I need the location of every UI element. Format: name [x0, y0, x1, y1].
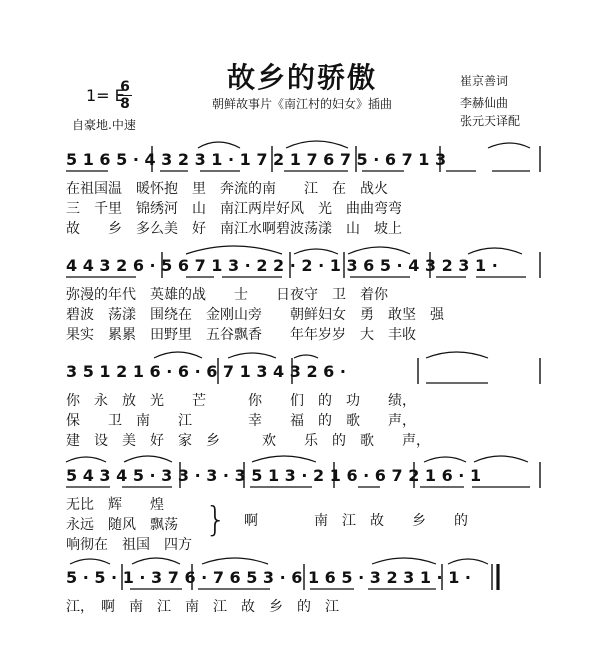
lyric-brace: }: [205, 500, 227, 540]
notation-line-1: 5 1 6 5 · 4 3 2 3 1 · 1 7 2 1 7 6 7 5 · 6 7 1 3: [66, 150, 447, 169]
song-subtitle: 朝鲜故事片《南江村的妇女》插曲: [211, 97, 392, 111]
lyric-line-2-1: 弥漫的年代 英雄的战 士 日夜守 卫 着你: [66, 287, 388, 303]
slur: [186, 246, 282, 254]
slur: [426, 352, 488, 358]
slur: [70, 559, 110, 564]
lyric-line-3-2: 保 卫 南 江 幸 福 的 歌 声，: [66, 413, 416, 429]
lyric-line-1-3: 故 乡 多么美 好 南江水啊碧波荡漾 山 坡上: [66, 221, 402, 237]
lyric-line-3-1: 你 永 放 光 芒 你 们 的 功 绩，: [66, 393, 416, 409]
refrain-line: 啊 南 江 故 乡 的: [244, 513, 468, 529]
song-title: 故乡的骄傲: [226, 61, 377, 94]
slur: [294, 355, 318, 358]
slur: [198, 142, 240, 148]
lyric-line-4-2: 永远 随风 飘荡: [66, 517, 178, 533]
slur: [424, 457, 466, 462]
notation-line-4: 5 4 3 4 5 · 3 3 · 3 · 3 5 1 3 · 2 1 6 · 6 7 2 1 6 · 1: [66, 466, 482, 485]
slur: [286, 141, 348, 148]
slur: [448, 559, 488, 564]
lyric-line-4-3: 响彻在 祖国 四方: [66, 537, 192, 553]
lyric-line-4-1: 无比 辉 煌: [66, 497, 164, 513]
time-numerator: 6: [120, 79, 130, 95]
translator-credit: 张元天译配: [460, 114, 521, 128]
slur: [132, 558, 180, 564]
slur: [154, 352, 202, 358]
slur: [202, 558, 268, 564]
lyric-line-1-2: 三 千里 锦绣河 山 南江两岸好风 光 曲曲弯弯: [66, 201, 402, 217]
slur: [252, 456, 316, 462]
slur: [124, 456, 172, 462]
lyric-line-5-1: 江， 啊 南 江 南 江 故 乡 的 江: [66, 599, 339, 615]
composer-credit: 李赫仙曲: [460, 96, 509, 110]
slur: [468, 248, 522, 254]
slur: [372, 558, 436, 564]
lyricist-credit: 崔京善词: [460, 74, 509, 88]
key-signature: 1= E: [86, 86, 125, 105]
notation-line-5: 5 · 5 · 1 · 3 7 6 · 7 6 5 3 · 6 1 6 5 · 3 2 3 1 · 1 ·: [66, 568, 471, 587]
tempo-marking: 自豪地.中速: [72, 118, 136, 132]
time-denominator: 8: [120, 96, 130, 112]
lyric-line-3-3: 建 设 美 好 家 乡 欢 乐 的 歌 声，: [66, 433, 430, 449]
lyric-line-1-1: 在祖国温 暖怀抱 里 奔流的南 江 在 战火: [66, 181, 388, 197]
notation-line-2: 4 4 3 2 6 · 5 6 7 1 3 · 2 2 · 2 · 1 3 6 5 · 4 3 2 3 1 ·: [66, 256, 498, 275]
slur: [294, 249, 338, 254]
slur: [348, 247, 410, 254]
lyric-line-2-3: 果实 累累 田野里 五谷飘香 年年岁岁 大 丰收: [66, 327, 416, 343]
slur: [228, 353, 276, 358]
notation-line-3: 3 5 1 2 1 6 · 6 · 6 7 1 3 4 3 2 6 ·: [66, 362, 346, 381]
slur: [488, 143, 530, 148]
lyric-line-2-2: 碧波 荡漾 围绕在 金刚山旁 朝鲜妇女 勇 敢坚 强: [66, 307, 444, 323]
slur: [474, 456, 528, 462]
slur: [66, 457, 106, 462]
